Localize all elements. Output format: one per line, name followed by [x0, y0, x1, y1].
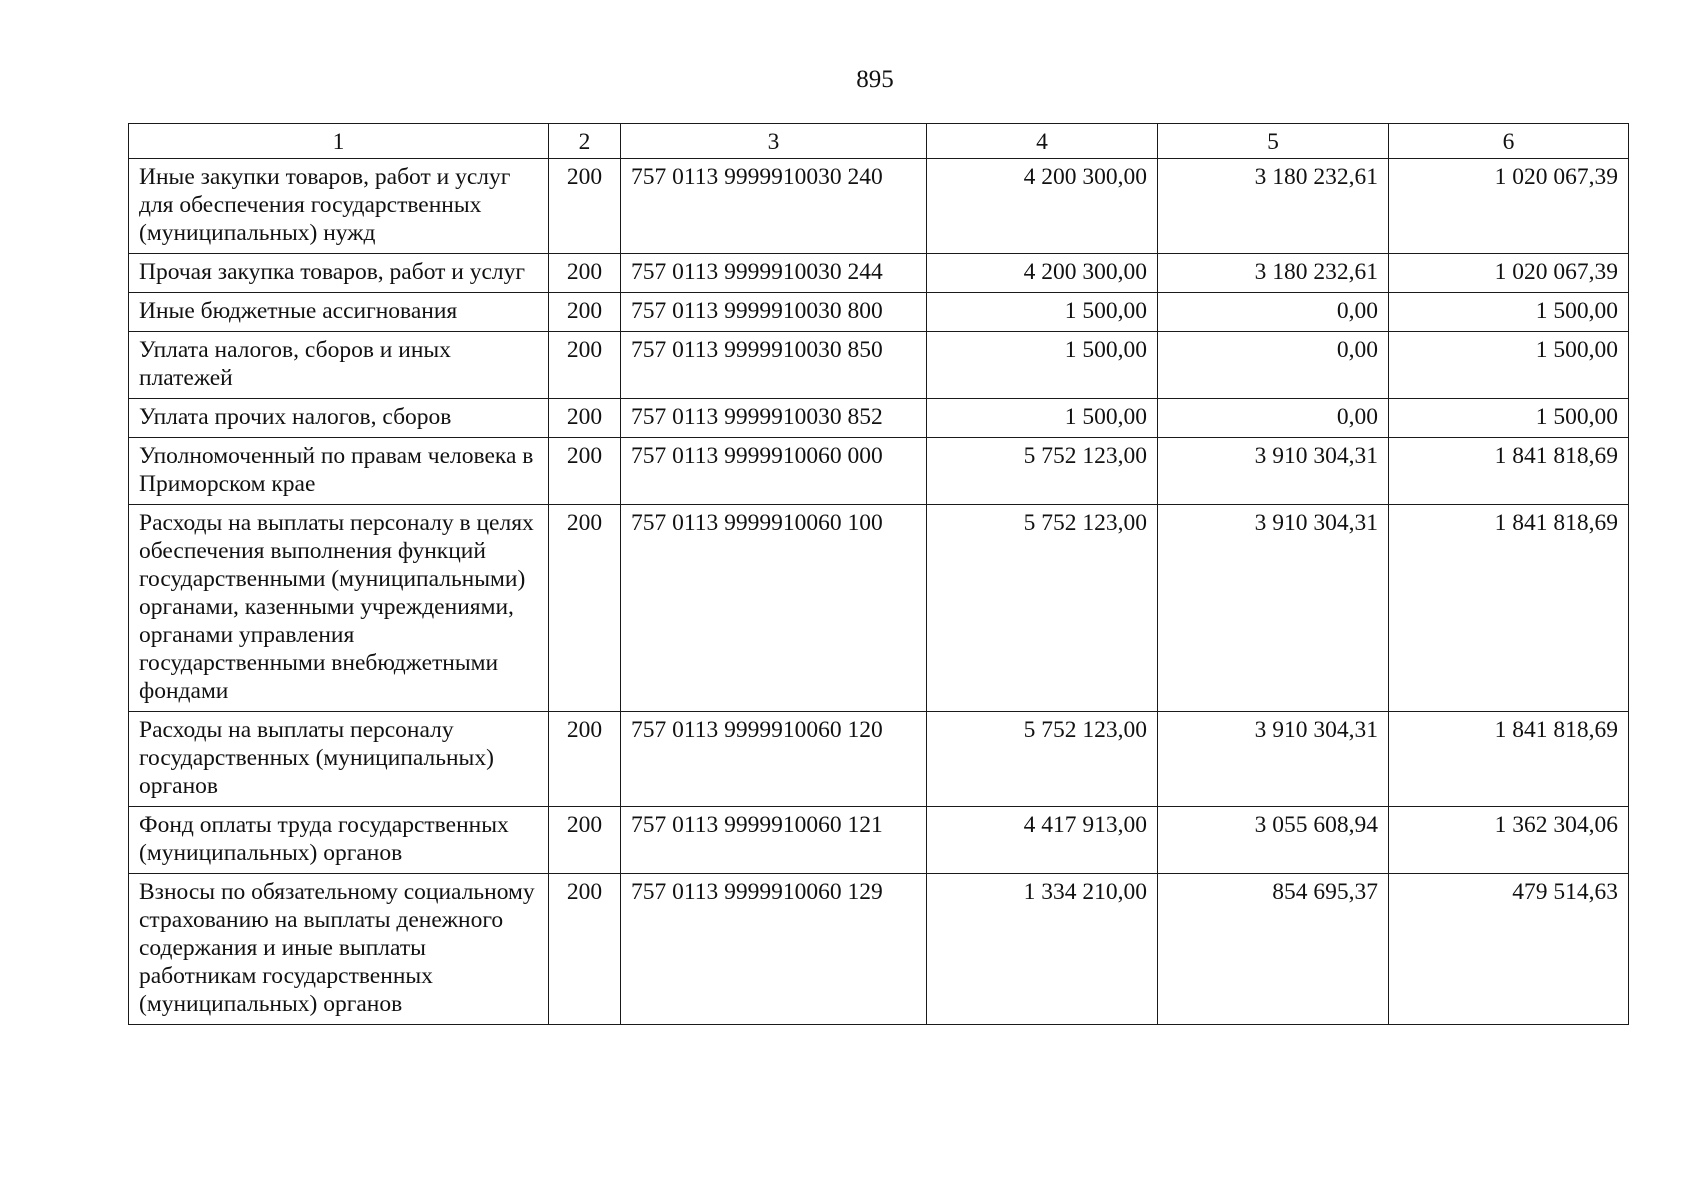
row-line-code: 200: [549, 293, 621, 332]
row-budget-code: 757 0113 9999910030 850: [621, 332, 927, 399]
row-executed: 0,00: [1158, 399, 1389, 438]
page-number: 895: [856, 66, 894, 93]
row-budget-code: 757 0113 9999910030 852: [621, 399, 927, 438]
table-row: [129, 293, 1629, 332]
row-executed: 3 910 304,31: [1158, 505, 1389, 712]
row-unexecuted: 1 841 818,69: [1389, 438, 1629, 505]
table-row: [129, 438, 1629, 505]
row-line-code: 200: [549, 712, 621, 807]
row-name: Расходы на выплаты персоналу в целях обеспечения выполнения функций государственными (муниципальными) органами, казенными учреждениями, органами управления государственными внебюджетными фондами: [129, 505, 549, 712]
table-row: [129, 332, 1629, 399]
table-row: [129, 399, 1629, 438]
row-line-code: 200: [549, 159, 621, 254]
row-name: Иные бюджетные ассигнования: [129, 293, 549, 332]
row-approved: 5 752 123,00: [927, 505, 1158, 712]
table-row: [129, 505, 1629, 712]
column-header: 4: [927, 124, 1158, 159]
row-unexecuted: 1 500,00: [1389, 332, 1629, 399]
row-line-code: 200: [549, 807, 621, 874]
row-budget-code: 757 0113 9999910030 244: [621, 254, 927, 293]
row-budget-code: 757 0113 9999910060 129: [621, 874, 927, 1025]
row-name: Уплата налогов, сборов и иных платежей: [129, 332, 549, 399]
row-name: Расходы на выплаты персоналу государственных (муниципальных) органов: [129, 712, 549, 807]
column-header: 2: [549, 124, 621, 159]
table-row: [129, 807, 1629, 874]
row-name: Взносы по обязательному социальному страхованию на выплаты денежного содержания и иные выплаты работникам государственных (муниципальных) органов: [129, 874, 549, 1025]
row-budget-code: 757 0113 9999910060 121: [621, 807, 927, 874]
row-name: Уплата прочих налогов, сборов: [129, 399, 549, 438]
row-approved: 4 417 913,00: [927, 807, 1158, 874]
table-row: [129, 159, 1629, 254]
column-header: 6: [1389, 124, 1629, 159]
row-name: Иные закупки товаров, работ и услуг для обеспечения государственных (муниципальных) нужд: [129, 159, 549, 254]
row-unexecuted: 1 841 818,69: [1389, 712, 1629, 807]
row-name: Уполномоченный по правам человека в Приморском крае: [129, 438, 549, 505]
row-unexecuted: 1 362 304,06: [1389, 807, 1629, 874]
row-executed: 3 910 304,31: [1158, 712, 1389, 807]
row-approved: 1 500,00: [927, 399, 1158, 438]
row-budget-code: 757 0113 9999910030 800: [621, 293, 927, 332]
row-unexecuted: 1 020 067,39: [1389, 159, 1629, 254]
column-header: 3: [621, 124, 927, 159]
row-line-code: 200: [549, 332, 621, 399]
row-executed: 3 910 304,31: [1158, 438, 1389, 505]
row-line-code: 200: [549, 399, 621, 438]
row-approved: 1 500,00: [927, 293, 1158, 332]
row-approved: 4 200 300,00: [927, 254, 1158, 293]
column-header: 1: [129, 124, 549, 159]
budget-table: [128, 123, 1629, 1025]
row-executed: 3 180 232,61: [1158, 254, 1389, 293]
row-name: Прочая закупка товаров, работ и услуг: [129, 254, 549, 293]
row-approved: 5 752 123,00: [927, 438, 1158, 505]
row-approved: 5 752 123,00: [927, 712, 1158, 807]
table-row: [129, 712, 1629, 807]
row-budget-code: 757 0113 9999910060 120: [621, 712, 927, 807]
row-executed: 3 180 232,61: [1158, 159, 1389, 254]
row-executed: 854 695,37: [1158, 874, 1389, 1025]
row-unexecuted: 1 500,00: [1389, 399, 1629, 438]
column-header: 5: [1158, 124, 1389, 159]
row-approved: 1 334 210,00: [927, 874, 1158, 1025]
table-row: [129, 874, 1629, 1025]
row-executed: 3 055 608,94: [1158, 807, 1389, 874]
row-line-code: 200: [549, 438, 621, 505]
table-header-row: [129, 124, 1629, 159]
row-line-code: 200: [549, 254, 621, 293]
row-budget-code: 757 0113 9999910060 100: [621, 505, 927, 712]
table-row: [129, 254, 1629, 293]
row-executed: 0,00: [1158, 293, 1389, 332]
row-line-code: 200: [549, 505, 621, 712]
row-executed: 0,00: [1158, 332, 1389, 399]
row-approved: 1 500,00: [927, 332, 1158, 399]
row-unexecuted: 1 500,00: [1389, 293, 1629, 332]
row-unexecuted: 479 514,63: [1389, 874, 1629, 1025]
row-approved: 4 200 300,00: [927, 159, 1158, 254]
row-unexecuted: 1 841 818,69: [1389, 505, 1629, 712]
row-budget-code: 757 0113 9999910060 000: [621, 438, 927, 505]
row-line-code: 200: [549, 874, 621, 1025]
row-unexecuted: 1 020 067,39: [1389, 254, 1629, 293]
row-budget-code: 757 0113 9999910030 240: [621, 159, 927, 254]
row-name: Фонд оплаты труда государственных (муниципальных) органов: [129, 807, 549, 874]
